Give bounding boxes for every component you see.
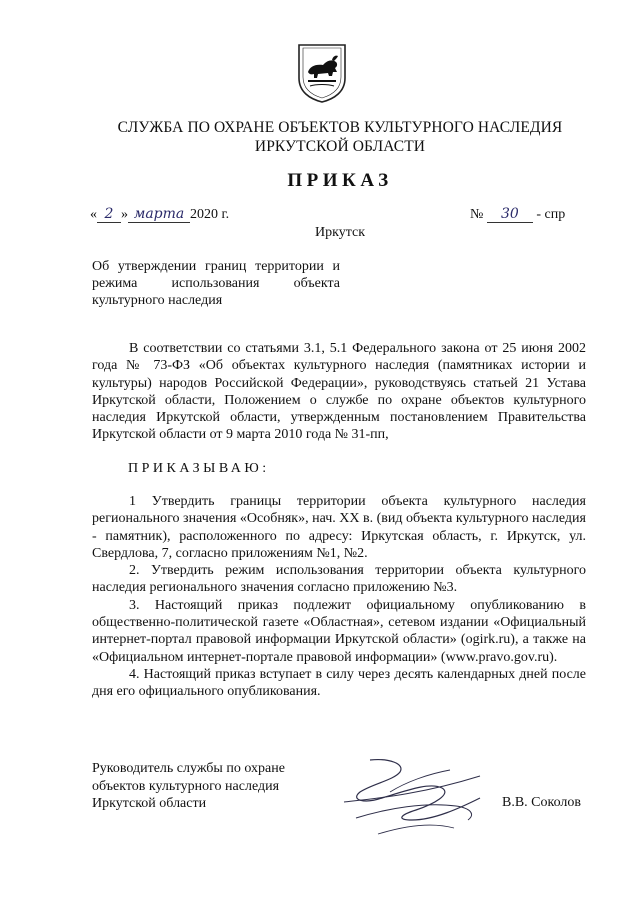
order-item-3: 3. Настоящий приказ подлежит официальному опубликованию в общественно-политической газете «Областная», сетевом издании «Официальный интернет-портал правовой информации Иркутской области» (ogirk.ru), а также на «Официальном интернет-портале правовой информации» (www.pravo.gov.ru). — [92, 597, 586, 665]
handwritten-signature-icon — [330, 748, 500, 838]
number-prefix: № — [470, 207, 484, 222]
date-month: марта — [128, 207, 190, 223]
document-title: ПРИКАЗ — [287, 170, 393, 191]
signer-position — [92, 760, 285, 813]
date-open-quote: « — [90, 207, 97, 222]
order-word: ПРИКАЗЫВАЮ: — [128, 461, 270, 476]
signer-position-line1: Руководитель службы по охране — [92, 761, 285, 776]
number-suffix: - спр — [536, 207, 566, 222]
number-value: 30 — [487, 207, 533, 223]
city-name: Иркутск — [314, 225, 366, 240]
order-items — [92, 493, 586, 701]
document-date — [90, 206, 229, 224]
agency-name-line1: СЛУЖБА ПО ОХРАНЕ ОБЪЕКТОВ КУЛЬТУРНОГО НАСЛЕДИЯ — [117, 119, 563, 136]
order-subject: Об утверждении границ территории и режима использования объекта культурного наследия — [92, 259, 340, 308]
signer-position-line3: Иркутской области — [92, 796, 207, 811]
document-number — [470, 206, 565, 224]
signer-name: В.В. Соколов — [502, 795, 582, 810]
signer-position-line2: объектов культурного наследия — [92, 778, 280, 794]
agency-name-line2: ИРКУТСКОЙ ОБЛАСТИ — [254, 138, 426, 155]
order-item-1: 1 Утвердить границы территории объекта культурного наследия регионального значения «Особняк», нач. XX в. (вид объекта культурного наследия - памятник), расположенного по адресу: Иркутская область, г. Иркутск, ул. Свердлова, 7, согласно приложениям №1, №2. — [92, 494, 586, 561]
date-day: 2 — [97, 207, 121, 223]
date-year: 2020 г. — [190, 207, 230, 222]
date-close-quote: » — [121, 207, 128, 222]
order-item-2: 2. Утвердить режим использования территории объекта культурного наследия регионального значения согласно приложению №3. — [92, 563, 586, 596]
preamble-text: В соответствии со статьями 3.1, 5.1 Федерального закона от 25 июня 2002 года № 73-ФЗ «Об объектах культурного наследия (памятниках истории и культуры) народов Российской Федерации», руководствуясь статьей 21 Устава Иркутской области, Положением о службе по охране объектов культурного наследия Иркутской области, утвержденным постановлением Правительства Иркутской области от 9 марта 2010 года № 31-пп, — [92, 341, 586, 443]
preamble-paragraph — [92, 340, 586, 444]
coat-of-arms-icon — [296, 42, 348, 104]
order-item-4: 4. Настоящий приказ вступает в силу через десять календарных дней после дня его официального опубликования. — [92, 666, 586, 700]
